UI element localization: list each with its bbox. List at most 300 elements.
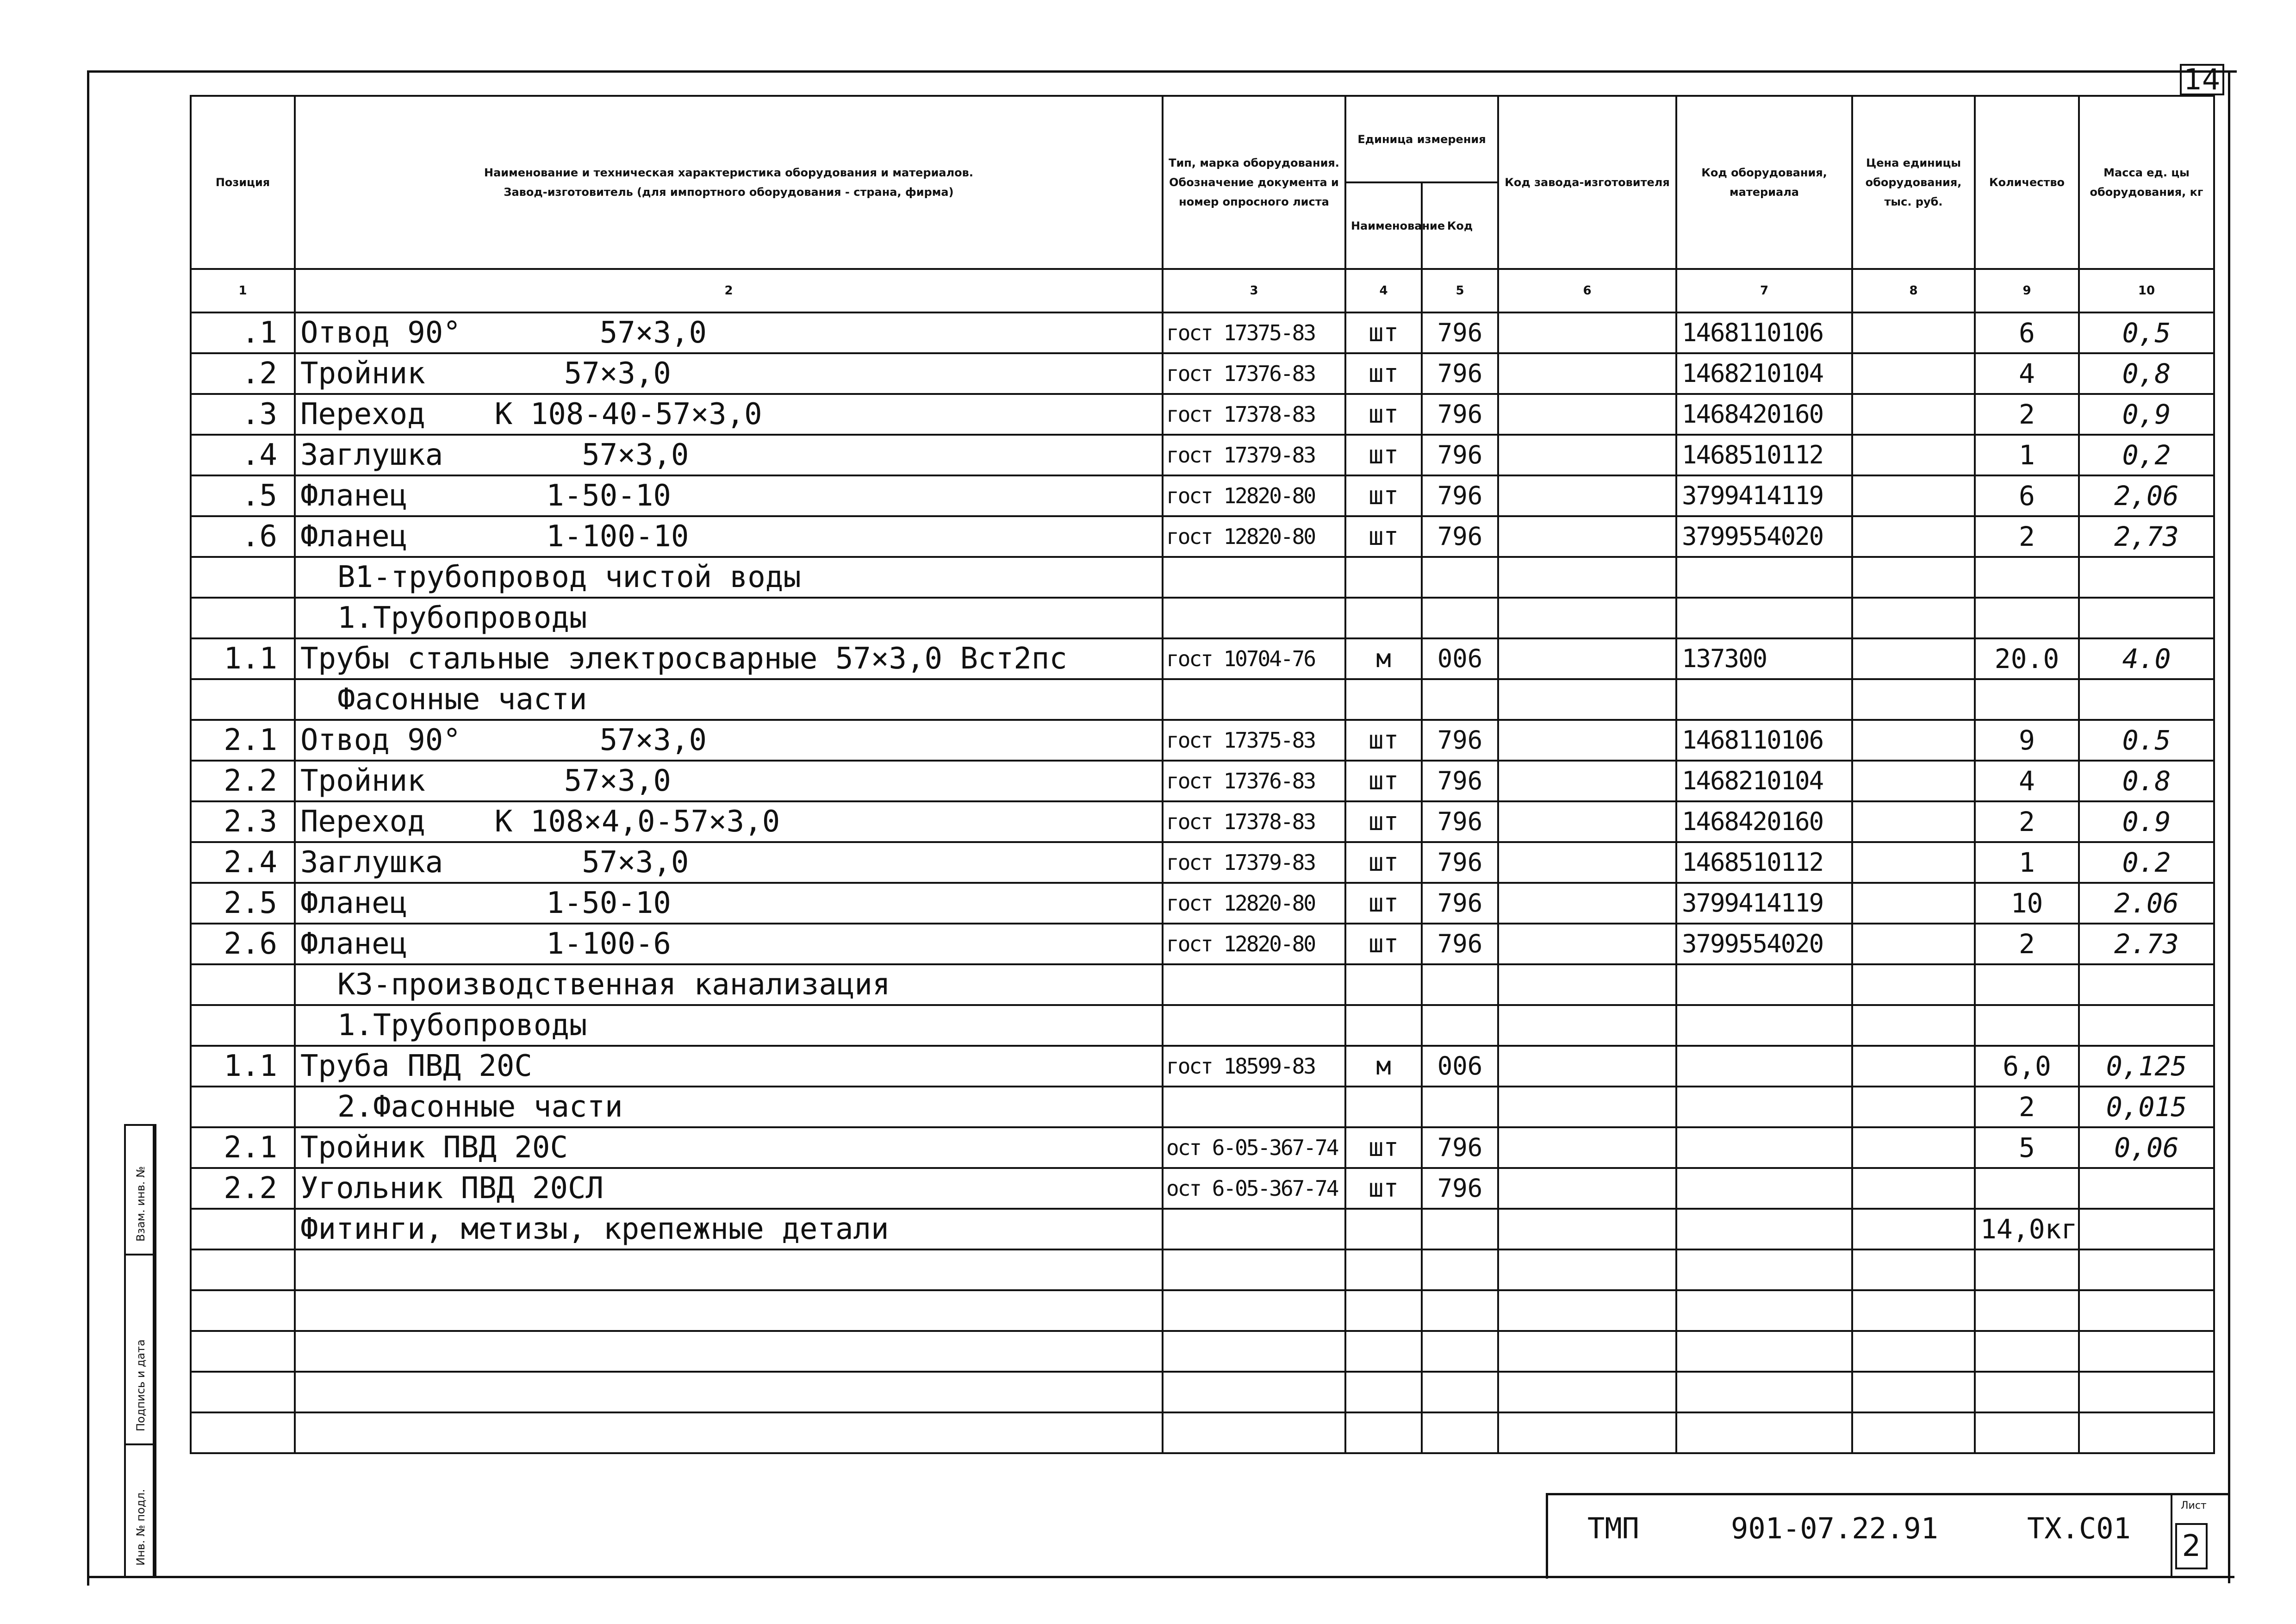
document-cell <box>1163 598 1345 638</box>
item-size: 1-100-6 <box>546 927 671 961</box>
mass-cell: 0.5 <box>2079 720 2214 761</box>
item-name: Тройник <box>300 764 425 798</box>
name-cell <box>295 1127 1163 1168</box>
mass-cell <box>2079 964 2214 1005</box>
table-row <box>191 679 2214 720</box>
unit-code-cell <box>1422 1005 1498 1046</box>
unit-code-cell <box>1422 1209 1498 1249</box>
blank-row <box>191 1331 2214 1372</box>
table-row <box>191 801 2214 842</box>
blank-cell <box>1852 1331 1975 1372</box>
mass-cell: 0,015 <box>2079 1087 2214 1127</box>
blank-cell <box>295 1372 1163 1412</box>
material-code-cell: 3799414119 <box>1676 883 1852 924</box>
mass-cell: 0,2 <box>2079 435 2214 475</box>
document-cell <box>1163 964 1345 1005</box>
unit-cell <box>1345 557 1422 598</box>
unit-code-cell <box>1422 557 1498 598</box>
table-row <box>191 312 2214 353</box>
col-number: 6 <box>1498 269 1676 312</box>
item-name: 1.Трубопроводы <box>337 601 587 635</box>
quantity-cell: 2 <box>1975 516 2079 557</box>
material-code-cell <box>1676 679 1852 720</box>
price-cell <box>1852 679 1975 720</box>
blank-cell <box>1422 1412 1498 1453</box>
position-cell: 2.1 <box>191 720 295 761</box>
position-cell <box>191 1005 295 1046</box>
col-number: 7 <box>1676 269 1852 312</box>
item-name: Труба ПВД 20С <box>300 1049 532 1083</box>
mass-cell: 0,9 <box>2079 394 2214 435</box>
name-cell <box>295 638 1163 679</box>
price-cell <box>1852 394 1975 435</box>
document-cell: гост 12820-80 <box>1163 516 1345 557</box>
name-cell <box>295 598 1163 638</box>
blank-cell <box>1852 1290 1975 1331</box>
unit-cell: шт <box>1345 1168 1422 1209</box>
side-label-inventory: Инв. № подл. <box>134 1489 147 1566</box>
position-cell: 1.1 <box>191 638 295 679</box>
quantity-cell <box>1975 1168 2079 1209</box>
unit-code-cell: 796 <box>1422 394 1498 435</box>
table-row <box>191 435 2214 475</box>
quantity-cell: 2 <box>1975 924 2079 964</box>
position-cell: 2.2 <box>191 1168 295 1209</box>
material-code-cell: 137300 <box>1676 638 1852 679</box>
item-size: 57×3,0 <box>599 316 707 350</box>
unit-code-cell: 796 <box>1422 801 1498 842</box>
item-name: 2.Фасонные части <box>337 1090 623 1124</box>
header-material-code: Код оборудования, материала <box>1676 96 1852 269</box>
mass-cell: 0.2 <box>2079 842 2214 883</box>
item-name: Трубы стальные электросварные 57×3,0 Вст2пс <box>300 642 1067 676</box>
item-name: В1-трубопровод чистой воды <box>337 560 801 594</box>
blank-cell <box>1852 1249 1975 1290</box>
item-name: Тройник ПВД 20С <box>300 1131 568 1165</box>
side-label-strip <box>124 1124 156 1578</box>
maker-code-cell <box>1498 557 1676 598</box>
document-cell: гост 18599-83 <box>1163 1046 1345 1087</box>
mass-cell <box>2079 598 2214 638</box>
unit-code-cell: 796 <box>1422 353 1498 394</box>
item-name: Угольник ПВД 20СЛ <box>300 1171 604 1206</box>
document-cell: гост 17376-83 <box>1163 761 1345 801</box>
blank-cell <box>191 1249 295 1290</box>
sheet-frame-right <box>2228 70 2230 1583</box>
side-cell-signature <box>126 1254 155 1445</box>
table-row <box>191 1087 2214 1127</box>
blank-cell <box>1498 1331 1676 1372</box>
blank-cell <box>1975 1249 2079 1290</box>
material-code-cell: 1468510112 <box>1676 842 1852 883</box>
blank-cell <box>1498 1249 1676 1290</box>
mass-cell: 0,125 <box>2079 1046 2214 1087</box>
stamp-sheet-number: 2 <box>2175 1523 2208 1569</box>
item-name: Тройник <box>300 356 425 391</box>
material-code-cell: 1468510112 <box>1676 435 1852 475</box>
maker-code-cell <box>1498 1127 1676 1168</box>
specification-body <box>191 312 2214 1453</box>
blank-cell <box>1975 1412 2079 1453</box>
blank-cell <box>1163 1249 1345 1290</box>
unit-cell: шт <box>1345 312 1422 353</box>
unit-code-cell: 796 <box>1422 435 1498 475</box>
unit-code-cell: 796 <box>1422 883 1498 924</box>
material-code-cell: 1468420160 <box>1676 801 1852 842</box>
unit-cell: м <box>1345 1046 1422 1087</box>
table-row <box>191 720 2214 761</box>
position-cell <box>191 1209 295 1249</box>
maker-code-cell <box>1498 598 1676 638</box>
name-cell <box>295 1046 1163 1087</box>
material-code-cell: 1468210104 <box>1676 353 1852 394</box>
position-cell <box>191 598 295 638</box>
item-size: 57×3,0 <box>564 764 671 798</box>
mass-cell <box>2079 557 2214 598</box>
blank-row <box>191 1249 2214 1290</box>
material-code-cell: 1468210104 <box>1676 761 1852 801</box>
blank-cell <box>1163 1372 1345 1412</box>
unit-code-cell: 796 <box>1422 516 1498 557</box>
table-row <box>191 353 2214 394</box>
position-cell: .6 <box>191 516 295 557</box>
position-cell: 2.5 <box>191 883 295 924</box>
blank-cell <box>1676 1412 1852 1453</box>
unit-code-cell: 796 <box>1422 1127 1498 1168</box>
material-code-cell: 3799414119 <box>1676 475 1852 516</box>
unit-cell: шт <box>1345 353 1422 394</box>
unit-cell: шт <box>1345 435 1422 475</box>
col-number: 10 <box>2079 269 2214 312</box>
material-code-cell: 3799554020 <box>1676 516 1852 557</box>
quantity-cell: 2 <box>1975 801 2079 842</box>
blank-cell <box>1498 1290 1676 1331</box>
col-number: 9 <box>1975 269 2079 312</box>
header-name-line1: Наименование и техническая характеристика оборудования и материалов. <box>484 166 973 179</box>
header-maker-code: Код завода-изготовителя <box>1498 96 1676 269</box>
quantity-cell: 4 <box>1975 353 2079 394</box>
blank-cell <box>1498 1372 1676 1412</box>
header-type: Тип, марка оборудования. Обозначение документа и номер опросного листа <box>1163 96 1345 269</box>
unit-code-cell <box>1422 679 1498 720</box>
position-cell: 1.1 <box>191 1046 295 1087</box>
mass-cell: 2.73 <box>2079 924 2214 964</box>
item-name: К3-производственная канализация <box>337 968 890 1002</box>
document-cell: гост 17379-83 <box>1163 842 1345 883</box>
blank-cell <box>295 1331 1163 1372</box>
name-cell <box>295 761 1163 801</box>
mass-cell: 2,73 <box>2079 516 2214 557</box>
blank-cell <box>295 1412 1163 1453</box>
document-cell <box>1163 1209 1345 1249</box>
position-cell <box>191 679 295 720</box>
item-name: Фитинги, метизы, крепежные детали <box>300 1212 889 1246</box>
table-row <box>191 883 2214 924</box>
table-row <box>191 1209 2214 1249</box>
position-cell: 2.6 <box>191 924 295 964</box>
material-code-cell: 1468110106 <box>1676 720 1852 761</box>
stamp-project: 901-07.22.91 <box>1731 1512 1938 1545</box>
blank-cell <box>1345 1331 1422 1372</box>
item-name: Фланец <box>300 479 408 513</box>
unit-cell: шт <box>1345 394 1422 435</box>
unit-cell: шт <box>1345 883 1422 924</box>
maker-code-cell <box>1498 475 1676 516</box>
blank-cell <box>1676 1372 1852 1412</box>
item-name: Фасонные части <box>337 682 587 717</box>
col-number: 8 <box>1852 269 1975 312</box>
unit-cell: шт <box>1345 720 1422 761</box>
mass-cell: 0.8 <box>2079 761 2214 801</box>
material-code-cell: 1468420160 <box>1676 394 1852 435</box>
document-cell: гост 12820-80 <box>1163 924 1345 964</box>
document-cell: ост 6-05-367-74 <box>1163 1168 1345 1209</box>
quantity-cell: 5 <box>1975 1127 2079 1168</box>
material-code-cell <box>1676 1127 1852 1168</box>
name-cell <box>295 435 1163 475</box>
document-cell: гост 10704-76 <box>1163 638 1345 679</box>
item-size: К 108-40-57×3,0 <box>494 397 762 431</box>
unit-code-cell: 796 <box>1422 475 1498 516</box>
item-size: 1-50-10 <box>546 479 671 513</box>
price-cell <box>1852 842 1975 883</box>
unit-cell <box>1345 1005 1422 1046</box>
item-name: Отвод 90° <box>300 316 461 350</box>
blank-row <box>191 1290 2214 1331</box>
item-size: 1-100-10 <box>546 519 689 554</box>
blank-cell <box>1676 1290 1852 1331</box>
name-cell <box>295 1168 1163 1209</box>
name-cell <box>295 475 1163 516</box>
item-name: Фланец <box>300 927 408 961</box>
document-cell: гост 17376-83 <box>1163 353 1345 394</box>
quantity-cell <box>1975 598 2079 638</box>
document-cell: гост 17375-83 <box>1163 312 1345 353</box>
price-cell <box>1852 964 1975 1005</box>
unit-code-cell: 796 <box>1422 312 1498 353</box>
mass-cell <box>2079 1005 2214 1046</box>
item-name: Фланец <box>300 886 408 920</box>
price-cell <box>1852 557 1975 598</box>
item-size: 57×3,0 <box>582 845 689 880</box>
name-cell <box>295 312 1163 353</box>
unit-cell <box>1345 679 1422 720</box>
blank-cell <box>1975 1331 2079 1372</box>
unit-cell: шт <box>1345 924 1422 964</box>
document-cell: гост 17379-83 <box>1163 435 1345 475</box>
maker-code-cell <box>1498 801 1676 842</box>
price-cell <box>1852 1209 1975 1249</box>
price-cell <box>1852 598 1975 638</box>
blank-cell <box>2079 1290 2214 1331</box>
table-row <box>191 924 2214 964</box>
price-cell <box>1852 475 1975 516</box>
name-cell <box>295 1005 1163 1046</box>
quantity-cell: 10 <box>1975 883 2079 924</box>
material-code-cell <box>1676 1168 1852 1209</box>
table-row <box>191 1127 2214 1168</box>
item-size: 1-50-10 <box>546 886 671 920</box>
blank-cell <box>2079 1331 2214 1372</box>
unit-code-cell: 796 <box>1422 761 1498 801</box>
blank-cell <box>1422 1331 1498 1372</box>
quantity-cell: 9 <box>1975 720 2079 761</box>
quantity-cell: 4 <box>1975 761 2079 801</box>
mass-cell <box>2079 679 2214 720</box>
name-cell <box>295 394 1163 435</box>
quantity-cell <box>1975 1005 2079 1046</box>
maker-code-cell <box>1498 435 1676 475</box>
blank-cell <box>1676 1249 1852 1290</box>
blank-cell <box>1345 1290 1422 1331</box>
position-cell: 2.4 <box>191 842 295 883</box>
mass-cell: 0,8 <box>2079 353 2214 394</box>
blank-cell <box>191 1372 295 1412</box>
corner-sheet-number: 14 <box>2180 64 2224 95</box>
maker-code-cell <box>1498 1046 1676 1087</box>
price-cell <box>1852 353 1975 394</box>
unit-cell: шт <box>1345 801 1422 842</box>
header-position: Позиция <box>191 96 295 269</box>
price-cell <box>1852 516 1975 557</box>
maker-code-cell <box>1498 924 1676 964</box>
blank-cell <box>1345 1372 1422 1412</box>
unit-code-cell <box>1422 598 1498 638</box>
position-cell <box>191 964 295 1005</box>
maker-code-cell <box>1498 883 1676 924</box>
maker-code-cell <box>1498 1087 1676 1127</box>
header-quantity: Количество <box>1975 96 2079 269</box>
unit-cell <box>1345 598 1422 638</box>
quantity-cell: 6 <box>1975 312 2079 353</box>
header-unit-code: Код <box>1422 182 1498 269</box>
position-cell: 2.3 <box>191 801 295 842</box>
document-cell: гост 17378-83 <box>1163 394 1345 435</box>
blank-cell <box>1345 1249 1422 1290</box>
item-size: 57×3,0 <box>564 356 671 391</box>
table-row <box>191 1005 2214 1046</box>
side-label-signature: Подпись и дата <box>134 1339 147 1431</box>
position-cell <box>191 1087 295 1127</box>
blank-cell <box>1975 1290 2079 1331</box>
side-cell-inventory <box>126 1443 155 1580</box>
quantity-cell: 6 <box>1975 475 2079 516</box>
position-cell: .1 <box>191 312 295 353</box>
price-cell <box>1852 883 1975 924</box>
unit-code-cell: 006 <box>1422 638 1498 679</box>
price-cell <box>1852 1087 1975 1127</box>
price-cell <box>1852 761 1975 801</box>
header-unit-name: Наименование <box>1345 182 1422 269</box>
item-name: Заглушка <box>300 438 443 472</box>
quantity-cell: 2 <box>1975 1087 2079 1127</box>
quantity-cell: 1 <box>1975 842 2079 883</box>
name-cell <box>295 1087 1163 1127</box>
mass-cell <box>2079 1168 2214 1209</box>
table-row <box>191 964 2214 1005</box>
name-cell <box>295 516 1163 557</box>
mass-cell: 4.0 <box>2079 638 2214 679</box>
unit-code-cell: 796 <box>1422 924 1498 964</box>
item-name: Заглушка <box>300 845 443 880</box>
unit-code-cell: 796 <box>1422 1168 1498 1209</box>
name-cell <box>295 557 1163 598</box>
price-cell <box>1852 1005 1975 1046</box>
maker-code-cell <box>1498 394 1676 435</box>
col-number: 4 <box>1345 269 1422 312</box>
header-mass: Масса ед. цы оборудования, кг <box>2079 96 2214 269</box>
item-name: Переход <box>300 397 425 431</box>
maker-code-cell <box>1498 679 1676 720</box>
material-code-cell <box>1676 1209 1852 1249</box>
mass-cell: 0.9 <box>2079 801 2214 842</box>
table-row <box>191 1168 2214 1209</box>
unit-code-cell: 796 <box>1422 720 1498 761</box>
blank-cell <box>1345 1412 1422 1453</box>
material-code-cell <box>1676 557 1852 598</box>
blank-cell <box>1852 1412 1975 1453</box>
quantity-cell <box>1975 679 2079 720</box>
blank-cell <box>191 1412 295 1453</box>
unit-code-cell <box>1422 1087 1498 1127</box>
column-numbers-row <box>191 269 2214 312</box>
table-row <box>191 516 2214 557</box>
header-row <box>191 96 2214 182</box>
col-number: 5 <box>1422 269 1498 312</box>
name-cell <box>295 720 1163 761</box>
quantity-cell: 20.0 <box>1975 638 2079 679</box>
position-cell: .2 <box>191 353 295 394</box>
price-cell <box>1852 720 1975 761</box>
table-row <box>191 394 2214 435</box>
material-code-cell <box>1676 964 1852 1005</box>
material-code-cell: 1468110106 <box>1676 312 1852 353</box>
quantity-cell: 14,0кг <box>1975 1209 2079 1249</box>
unit-cell: м <box>1345 638 1422 679</box>
name-cell <box>295 679 1163 720</box>
mass-cell <box>2079 1209 2214 1249</box>
position-cell: .5 <box>191 475 295 516</box>
unit-cell: шт <box>1345 475 1422 516</box>
item-name: Переход <box>300 805 425 839</box>
document-cell <box>1163 557 1345 598</box>
header-name-line2: Завод-изготовитель (для импортного оборудования - страна, фирма) <box>504 186 954 199</box>
blank-cell <box>191 1290 295 1331</box>
table-row <box>191 557 2214 598</box>
material-code-cell <box>1676 1005 1852 1046</box>
header-name <box>295 96 1163 269</box>
mass-cell: 0,06 <box>2079 1127 2214 1168</box>
material-code-cell: 3799554020 <box>1676 924 1852 964</box>
mass-cell: 2,06 <box>2079 475 2214 516</box>
table-row <box>191 842 2214 883</box>
blank-cell <box>295 1290 1163 1331</box>
item-name: Отвод 90° <box>300 723 461 757</box>
unit-cell: шт <box>1345 516 1422 557</box>
name-cell <box>295 883 1163 924</box>
blank-cell <box>2079 1412 2214 1453</box>
name-cell <box>295 924 1163 964</box>
item-size: К 108×4,0-57×3,0 <box>494 805 780 839</box>
position-cell: .3 <box>191 394 295 435</box>
blank-cell <box>1163 1331 1345 1372</box>
document-cell <box>1163 1005 1345 1046</box>
unit-cell <box>1345 964 1422 1005</box>
price-cell <box>1852 924 1975 964</box>
document-cell: гост 17375-83 <box>1163 720 1345 761</box>
material-code-cell <box>1676 1046 1852 1087</box>
blank-cell <box>2079 1372 2214 1412</box>
